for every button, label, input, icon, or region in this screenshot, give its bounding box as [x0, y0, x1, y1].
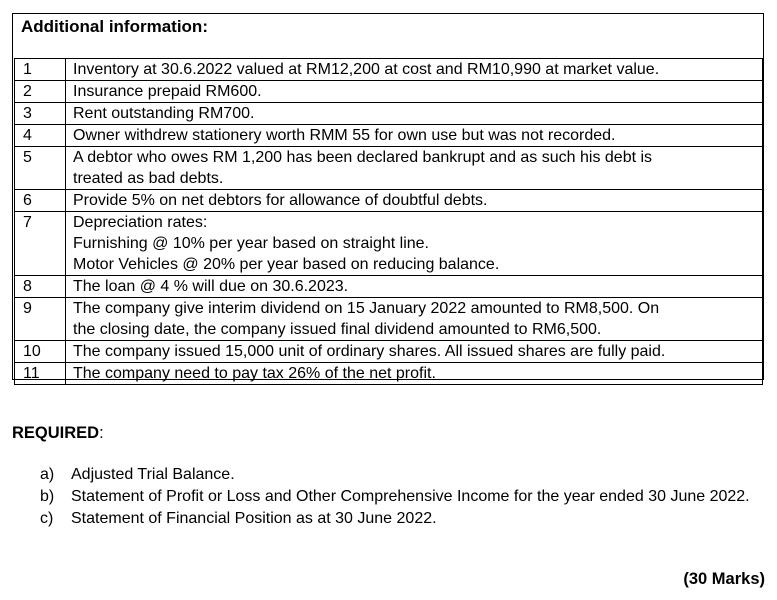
item-text: [66, 147, 763, 190]
item-text-line: Insurance prepaid RM600.: [73, 83, 262, 100]
info-row: [15, 147, 763, 190]
required-item-text: Statement of Financial Position as at 30 June 2022.: [71, 510, 437, 527]
item-text-line: the closing date, the company issued final dividend amounted to RM6,500.: [73, 321, 602, 338]
item-text: [66, 190, 763, 212]
item-number: 2: [15, 81, 66, 103]
item-number: 1: [15, 59, 66, 81]
item-number: 6: [15, 190, 66, 212]
item-text: [66, 276, 763, 298]
info-row: [15, 81, 763, 103]
item-text-line: Rent outstanding RM700.: [73, 105, 255, 122]
required-heading: [12, 424, 104, 443]
required-item-label: b): [40, 488, 55, 505]
info-row: [15, 212, 763, 276]
item-text-line: Owner withdrew stationery worth RMM 55 for own use but was not recorded.: [73, 127, 616, 144]
required-item: [40, 464, 760, 485]
info-row: [15, 276, 763, 298]
required-item: [40, 486, 760, 507]
additional-information-table: [14, 58, 763, 385]
additional-information-box: [12, 13, 764, 380]
item-text: [66, 81, 763, 103]
item-number: 8: [15, 276, 66, 298]
item-number: 7: [15, 212, 66, 276]
required-label: REQUIRED: [12, 424, 100, 442]
section-title: Additional information:: [21, 17, 208, 36]
item-text-line: Depreciation rates:: [73, 214, 208, 231]
item-text: [66, 103, 763, 125]
info-row: [15, 341, 763, 363]
marks-label: (30 Marks): [683, 570, 765, 588]
required-item-label: a): [40, 466, 55, 483]
item-text-line: Motor Vehicles @ 20% per year based on reducing balance.: [73, 256, 500, 273]
info-row: [15, 59, 763, 81]
item-text: [66, 298, 763, 341]
info-row: [15, 363, 763, 385]
required-colon: :: [99, 424, 104, 442]
item-text-line: Inventory at 30.6.2022 valued at RM12,200 at cost and RM10,990 at market value.: [73, 61, 660, 78]
item-text-line: The company give interim dividend on 15 January 2022 amounted to RM8,500. On: [73, 300, 660, 317]
item-number: 3: [15, 103, 66, 125]
required-list: [40, 464, 760, 530]
info-row: [15, 298, 763, 341]
item-text: [66, 212, 763, 276]
item-text: [66, 363, 763, 385]
item-number: 5: [15, 147, 66, 190]
item-number: 9: [15, 298, 66, 341]
item-number: 10: [15, 341, 66, 363]
required-item-label: c): [40, 510, 54, 527]
required-item-text: Statement of Profit or Loss and Other Comprehensive Income for the year ended 30 June 2022.: [71, 488, 750, 505]
item-text-line: The company need to pay tax 26% of the net profit.: [73, 365, 436, 382]
item-text: [66, 125, 763, 147]
item-number: 4: [15, 125, 66, 147]
item-text-line: The company issued 15,000 unit of ordinary shares. All issued shares are fully paid.: [73, 343, 666, 360]
required-item: [40, 508, 760, 529]
item-text-line: Provide 5% on net debtors for allowance of doubtful debts.: [73, 192, 488, 209]
info-row: [15, 125, 763, 147]
item-text-line: Furnishing @ 10% per year based on straight line.: [73, 235, 429, 252]
item-text: [66, 341, 763, 363]
item-number: 11: [15, 363, 66, 385]
item-text-line: treated as bad debts.: [73, 170, 224, 187]
item-text-line: The loan @ 4 % will due on 30.6.2023.: [73, 278, 349, 295]
item-text-line: A debtor who owes RM 1,200 has been declared bankrupt and as such his debt is: [73, 149, 653, 166]
info-row: [15, 190, 763, 212]
info-row: [15, 103, 763, 125]
required-item-text: Adjusted Trial Balance.: [71, 466, 235, 483]
item-text: [66, 59, 763, 81]
